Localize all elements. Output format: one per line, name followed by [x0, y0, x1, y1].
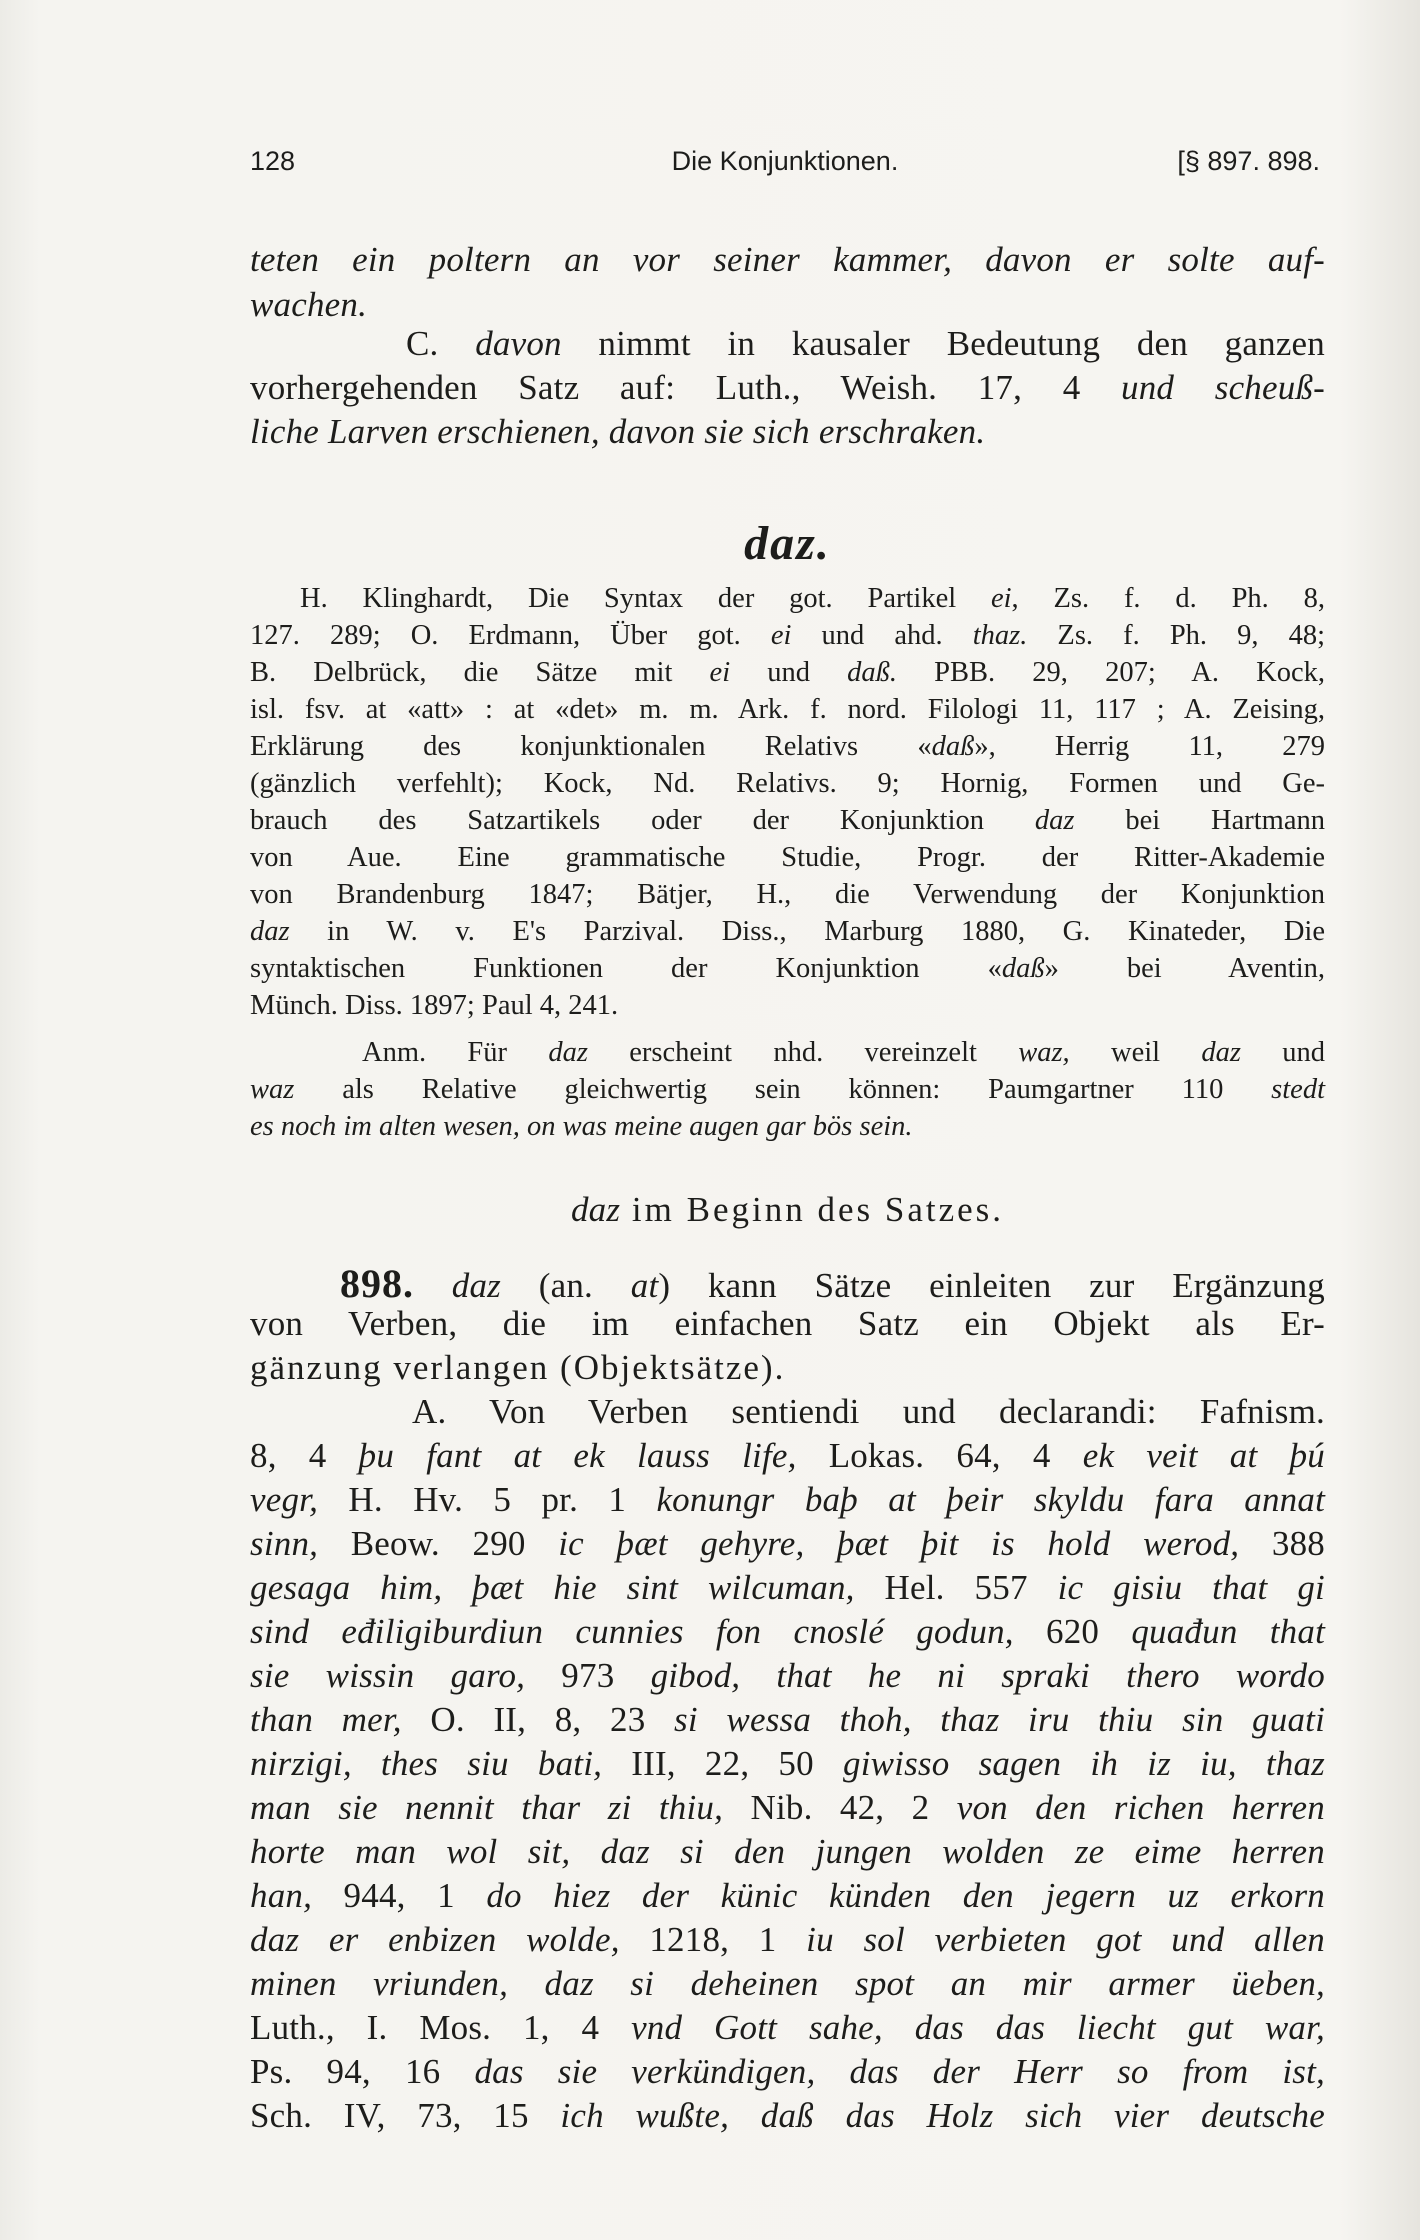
paragraph-line: Luth., I. Mos. 1, 4 vnd Gott sahe, das das liecht gut war, — [250, 2008, 1325, 2047]
paragraph-line: sie wissin garo, 973 gibod, that he ni spraki thero wordo — [250, 1656, 1325, 1695]
bibliography-line: (gänzlich verfehlt); Kock, Nd. Relativs. 9; Hornig, Formen und Ge- — [250, 768, 1325, 799]
paragraph-line: than mer, O. II, 8, 23 si wessa thoh, thaz iru thiu sin guati — [250, 1700, 1326, 1739]
bibliography-line: 127. 289; O. Erdmann, Über got. ei und ahd. thaz. Zs. f. Ph. 9, 48; — [250, 620, 1326, 651]
paragraph-line: sind eđiligiburdiun cunnies fon cnoslé godun, 620 quađun that — [250, 1612, 1326, 1651]
bibliography-line: daz in W. v. E's Parzival. Diss., Marburg 1880, G. Kinateder, Die — [250, 916, 1325, 947]
paragraph-line: A. Von Verben sentiendi und declarandi: Fafnism. — [412, 1392, 1325, 1431]
bibliography-line: brauch des Satzartikels oder der Konjunktion daz bei Hartmann — [250, 805, 1325, 836]
paragraph-line: han, 944, 1 do hiez der künic künden den jegern uz erkorn — [250, 1876, 1325, 1915]
paragraph-line: Sch. IV, 73, 15 ich wußte, daß das Holz sich vier deutsche — [250, 2096, 1325, 2135]
text-line: liche Larven erschienen, davon sie sich erschraken. — [250, 412, 986, 451]
text-line: vorhergehenden Satz auf: Luth., Weish. 17, 4 und scheuß- — [250, 368, 1325, 407]
text-line: wachen. — [250, 285, 368, 324]
subheading: daz im Beginn des Satzes. — [570, 1190, 1005, 1229]
bibliography-line: von Aue. Eine grammatische Studie, Progr. der Ritter-Akademie — [250, 842, 1325, 873]
note-line: waz als Relative gleichwertig sein können: Paumgartner 110 stedt — [250, 1074, 1325, 1105]
text-line: teten ein poltern an vor seiner kammer, davon er solte auf- — [250, 240, 1325, 279]
running-header — [250, 146, 1320, 186]
paragraph-line: daz er enbizen wolde, 1218, 1 iu sol verbieten got und allen — [250, 1920, 1326, 1959]
section-heading-daz: daz. — [744, 517, 831, 570]
paragraph-line: nirzigi, thes siu bati, III, 22, 50 giwisso sagen ih iz iu, thaz — [250, 1744, 1325, 1783]
bibliography-line: isl. fsv. at «att» : at «det» m. m. Ark. f. nord. Filologi 11, 117 ; A. Zeising, — [250, 694, 1325, 725]
section-reference: [§ 897. 898. — [1177, 146, 1320, 176]
bibliography-line: von Brandenburg 1847; Bätjer, H., die Verwendung der Konjunktion — [250, 879, 1325, 910]
running-title: Die Konjunktionen. — [671, 146, 899, 176]
paragraph-line: vegr, H. Hv. 5 pr. 1 konungr baþ at þeir skyldu fara annat — [250, 1480, 1325, 1519]
bibliography-line: H. Klinghardt, Die Syntax der got. Partikel ei, Zs. f. d. Ph. 8, — [300, 583, 1325, 614]
paragraph-line: gesaga him, þæt hie sint wilcuman, Hel. 557 ic gisiu that gi — [250, 1568, 1325, 1607]
bibliography-line: Münch. Diss. 1897; Paul 4, 241. — [250, 990, 619, 1021]
bibliography-line: Erklärung des konjunktionalen Relativs «daß», Herrig 11, 279 — [250, 731, 1325, 762]
text-line: C. davon nimmt in kausaler Bedeutung den ganzen — [406, 324, 1325, 363]
paragraph-line: horte man wol sit, daz si den jungen wolden ze eime herren — [250, 1832, 1325, 1871]
paragraph-line: man sie nennit thar zi thiu, Nib. 42, 2 von den richen herren — [250, 1788, 1325, 1827]
paragraph-line: von Verben, die im einfachen Satz ein Objekt als Er- — [250, 1304, 1325, 1343]
paragraph-line: sinn, Beow. 290 ic þæt gehyre, þæt þit is hold werod, 388 — [250, 1524, 1325, 1563]
note-line: es noch im alten wesen, on was meine augen gar bös sein. — [250, 1111, 913, 1142]
paragraph-line: gänzung verlangen (Objektsätze). — [250, 1348, 786, 1387]
paragraph-line: minen vriunden, daz si deheinen spot an mir armer üeben, — [250, 1964, 1325, 2003]
note-line: Anm. Für daz erscheint nhd. vereinzelt waz, weil daz und — [362, 1037, 1326, 1068]
bibliography-line: B. Delbrück, die Sätze mit ei und daß. PBB. 29, 207; A. Kock, — [250, 657, 1326, 688]
paragraph-line: 898. daz (an. at) kann Sätze einleiten zur Ergänzung — [340, 1261, 1325, 1306]
bibliography-line: syntaktischen Funktionen der Konjunktion «daß» bei Aventin, — [250, 953, 1326, 984]
paragraph-line: Ps. 94, 16 das sie verkündigen, das der Herr so from ist, — [250, 2052, 1325, 2091]
paragraph-line: 8, 4 þu fant at ek lauss life, Lokas. 64, 4 ek veit at þú — [250, 1436, 1325, 1475]
page-number: 128 — [250, 146, 296, 176]
